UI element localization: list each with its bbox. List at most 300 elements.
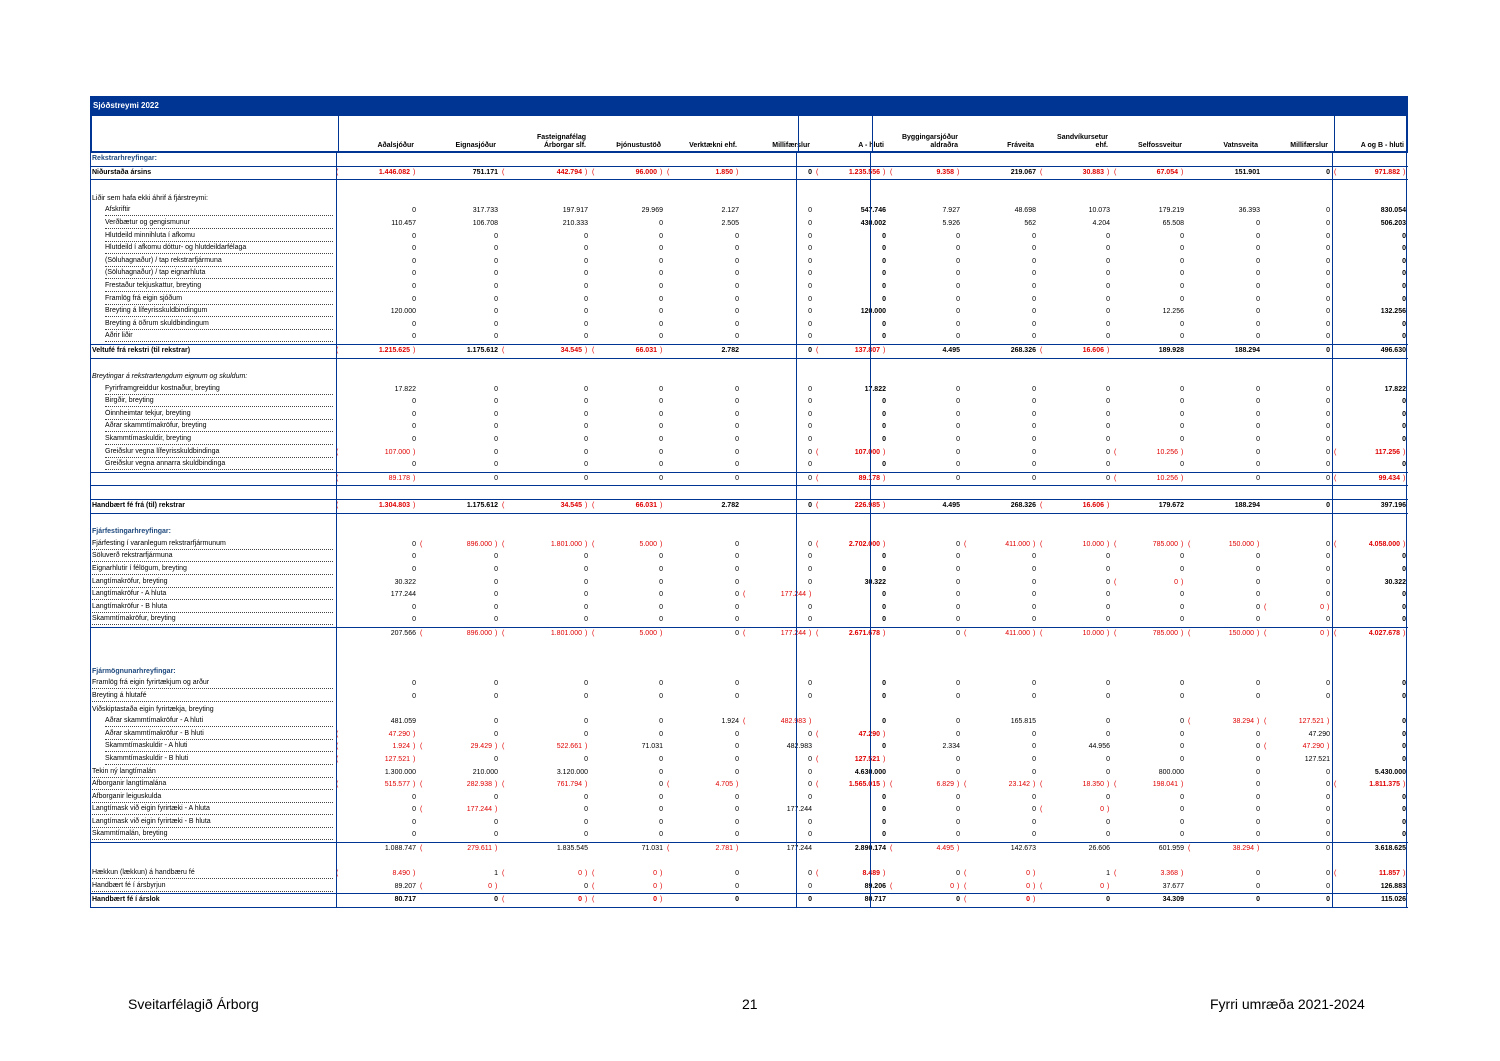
table-cell: 17.822 <box>394 385 416 393</box>
table-cell: 0 <box>584 282 588 290</box>
table-row <box>90 218 1408 231</box>
table-cell: 0 <box>659 295 663 303</box>
table-cell: 0 <box>735 743 739 751</box>
negative-close-paren: ) <box>957 168 960 176</box>
table-cell: 0 <box>1402 818 1406 826</box>
negative-open-paren: ( <box>1114 781 1117 789</box>
table-cell: 0 <box>956 385 960 393</box>
table-cell: 430.002 <box>860 219 886 227</box>
table-cell: 0 <box>882 591 886 599</box>
table-cell: 0 <box>412 553 416 561</box>
table-cell: 0 <box>1326 308 1330 316</box>
table-cell: 0 <box>808 603 812 611</box>
table-cell: 0 <box>1402 566 1406 573</box>
table-cell: 0 <box>1326 448 1330 456</box>
negative-open-paren: ( <box>890 168 893 176</box>
table-body <box>90 153 1408 908</box>
table-cell: 12.256 <box>1162 308 1184 316</box>
negative-close-paren: ) <box>1033 896 1036 904</box>
row-label: Aðrar skammtímakröfur, breyting <box>105 421 333 432</box>
table-frame <box>90 153 91 908</box>
table-cell: 0 <box>1106 385 1110 393</box>
negative-open-paren: ( <box>592 870 595 878</box>
row-label: Verðbætur og gengismunur <box>105 218 333 229</box>
table-cell: 99.434 <box>1378 474 1400 482</box>
table-cell: 0 <box>1106 793 1110 801</box>
table-cell: 0 <box>1106 768 1110 776</box>
table-cell: 10.000 <box>1082 629 1104 637</box>
table-cell: 0 <box>1032 245 1036 253</box>
negative-close-paren: ) <box>736 168 739 176</box>
table-cell: 0 <box>956 461 960 469</box>
table-cell: 0 <box>1326 398 1330 406</box>
table-cell: 67.054 <box>1156 168 1178 176</box>
table-cell: 17.822 <box>864 385 886 393</box>
table-cell: 165.815 <box>1010 718 1036 726</box>
table-cell: 30.322 <box>864 578 886 586</box>
table-row <box>90 180 1408 193</box>
table-cell: 0 <box>1032 793 1036 801</box>
table-cell: 0 <box>735 882 739 890</box>
table-cell: 0 <box>1326 502 1330 510</box>
table-cell: 0 <box>956 793 960 801</box>
table-cell: 0 <box>1326 692 1330 700</box>
negative-open-paren: ( <box>667 845 670 853</box>
table-cell: 0 <box>584 603 588 611</box>
table-cell: 0 <box>1402 398 1406 406</box>
table-cell: 0 <box>494 474 498 482</box>
column-header-13 <box>1290 142 1328 150</box>
table-row <box>90 691 1408 704</box>
table-cell: 4.204 <box>1092 219 1110 227</box>
table-cell: 0 <box>735 333 739 341</box>
table-cell: 30.322 <box>394 578 416 586</box>
table-cell: 0 <box>808 257 812 265</box>
table-cell: 107.000 <box>384 448 410 456</box>
table-row <box>90 614 1408 627</box>
row-label: Aðrar skammtímakröfur - B hluti <box>105 729 333 740</box>
row-label: Afborganir leiguskulda <box>92 792 333 803</box>
table-cell: 0 <box>882 461 886 469</box>
table-row <box>90 704 1408 717</box>
table-row <box>90 268 1408 281</box>
table-cell: 0 <box>1180 743 1184 751</box>
column-header-14 <box>1361 142 1404 150</box>
negative-open-paren: ( <box>667 168 670 176</box>
table-cell: 0 <box>1256 461 1260 469</box>
table-cell: 4.027.678 <box>1368 629 1400 637</box>
table-cell: 0 <box>1256 768 1260 776</box>
negative-close-paren: ) <box>495 743 498 751</box>
negative-close-paren: ) <box>585 629 588 637</box>
table-cell: 0 <box>412 423 416 431</box>
table-cell: 0 <box>494 257 498 265</box>
table-cell: 0 <box>1180 385 1184 393</box>
table-cell: 0 <box>494 553 498 561</box>
table-cell: 207.566 <box>390 629 416 637</box>
negative-open-paren: ( <box>592 502 595 510</box>
table-cell: 2.782 <box>721 502 739 510</box>
negative-open-paren: ( <box>336 781 339 789</box>
table-cell: 0 <box>659 578 663 586</box>
table-cell: 0 <box>735 448 739 456</box>
table-cell: 0 <box>735 831 739 839</box>
table-cell: 5.926 <box>942 219 960 227</box>
table-cell: 0 <box>735 423 739 431</box>
table-cell: 0 <box>808 768 812 776</box>
table-cell: 38.294 <box>1232 845 1254 853</box>
table-cell: 0 <box>584 295 588 303</box>
table-cell: 0 <box>1326 768 1330 776</box>
table-cell: 0 <box>882 436 886 444</box>
table-cell: 66.031 <box>635 346 657 354</box>
negative-open-paren: ( <box>336 448 339 456</box>
table-cell: 0 <box>1180 320 1184 328</box>
table-cell: 0 <box>1326 553 1330 561</box>
negative-close-paren: ) <box>495 629 498 637</box>
table-cell: 0 <box>412 333 416 341</box>
negative-open-paren: ( <box>1334 474 1337 482</box>
table-cell: 0 <box>494 692 498 700</box>
negative-close-paren: ) <box>1107 502 1110 510</box>
table-cell: 0 <box>1106 295 1110 303</box>
table-row <box>90 729 1408 742</box>
negative-close-paren: ) <box>1257 845 1260 853</box>
table-cell: 0 <box>412 692 416 700</box>
table-cell: 0 <box>412 436 416 444</box>
row-label: Skammtímakröfur, breyting <box>92 614 333 625</box>
table-cell: 1.446.082 <box>378 168 410 176</box>
negative-open-paren: ( <box>1114 578 1117 586</box>
negative-open-paren: ( <box>336 730 339 738</box>
negative-close-paren: ) <box>1327 718 1330 726</box>
table-cell: 0 <box>956 591 960 599</box>
table-cell: 0 <box>735 553 739 561</box>
table-cell: 0 <box>1326 591 1330 599</box>
negative-open-paren: ( <box>502 781 505 789</box>
table-cell: 0 <box>1032 818 1036 826</box>
negative-close-paren: ) <box>1107 346 1110 354</box>
table-cell: 0 <box>1402 245 1406 253</box>
negative-close-paren: ) <box>413 168 416 176</box>
table-cell: 0 <box>412 831 416 839</box>
table-cell: 120.000 <box>860 308 886 316</box>
table-cell: 0 <box>735 616 739 624</box>
table-cell: 4.705 <box>715 781 733 789</box>
negative-open-paren: ( <box>336 870 339 878</box>
table-cell: 0 <box>1402 410 1406 418</box>
table-cell: 0 <box>1402 591 1406 599</box>
table-cell: 0 <box>584 270 588 278</box>
table-cell: 0 <box>494 566 498 573</box>
table-cell: 0 <box>659 257 663 265</box>
table-cell: 0 <box>659 718 663 726</box>
negative-close-paren: ) <box>585 168 588 176</box>
table-cell: 0 <box>1256 410 1260 418</box>
table-cell: 0 <box>494 896 498 904</box>
negative-close-paren: ) <box>660 540 663 548</box>
row-label: Skammtímaskuldir - B hluti <box>105 754 333 765</box>
table-cell: 0 <box>735 385 739 393</box>
column-divider <box>872 116 873 153</box>
column-header-line: A og B - hluti <box>1360 142 1404 149</box>
table-cell: 0 <box>584 882 588 890</box>
negative-open-paren: ( <box>336 168 339 176</box>
table-cell: 0 <box>1402 793 1406 801</box>
table-cell: 0 <box>659 282 663 290</box>
table-cell: 0 <box>659 818 663 826</box>
negative-open-paren: ( <box>420 629 423 637</box>
negative-close-paren: ) <box>883 168 886 176</box>
table-cell: 34.545 <box>560 502 582 510</box>
table-cell: 0 <box>735 768 739 776</box>
table-cell: 0 <box>1256 591 1260 599</box>
table-cell: 0 <box>808 436 812 444</box>
table-cell: 0 <box>735 461 739 469</box>
table-cell: 0 <box>808 308 812 316</box>
table-cell: 0 <box>1032 461 1036 469</box>
table-row <box>90 804 1408 817</box>
table-cell: 785.000 <box>1152 540 1178 548</box>
table-cell: 0 <box>412 245 416 253</box>
table-cell: 0 <box>1106 831 1110 839</box>
table-cell: 0 <box>956 333 960 341</box>
table-cell: 0 <box>956 680 960 688</box>
negative-open-paren: ( <box>816 474 819 482</box>
table-cell: 0 <box>1402 680 1406 688</box>
column-header-line: Byggingarsjóður <box>901 134 958 141</box>
table-cell: 0 <box>1180 270 1184 278</box>
table-row <box>90 434 1408 447</box>
table-cell: 198.041 <box>1152 781 1178 789</box>
negative-close-paren: ) <box>1403 168 1406 176</box>
negative-close-paren: ) <box>1181 870 1184 878</box>
table-row <box>90 817 1408 830</box>
table-cell: 0 <box>1032 385 1036 393</box>
table-cell: 0 <box>956 295 960 303</box>
table-cell: 0 <box>1174 578 1178 586</box>
footer-organization: Sveitarfélagið Árborg <box>128 996 259 1012</box>
table-cell: 0 <box>1256 730 1260 738</box>
table-cell: 0 <box>1032 603 1036 611</box>
table-cell: 9.358 <box>936 168 954 176</box>
table-row <box>90 243 1408 256</box>
table-cell: 0 <box>956 398 960 406</box>
table-cell: 0 <box>659 591 663 599</box>
table-cell: 188.294 <box>1234 502 1260 510</box>
table-cell: 142.673 <box>1010 845 1036 853</box>
negative-close-paren: ) <box>660 168 663 176</box>
table-cell: 0 <box>735 295 739 303</box>
negative-open-paren: ( <box>592 896 595 904</box>
table-cell: 0 <box>412 257 416 265</box>
table-cell: 0 <box>1106 436 1110 444</box>
negative-close-paren: ) <box>883 730 886 738</box>
table-cell: 0 <box>1320 629 1324 637</box>
table-cell: 0 <box>1106 591 1110 599</box>
table-cell: 0 <box>1256 219 1260 227</box>
negative-open-paren: ( <box>816 755 819 763</box>
negative-open-paren: ( <box>420 845 423 853</box>
table-cell: 0 <box>584 333 588 341</box>
table-cell: 0 <box>1026 882 1030 890</box>
table-cell: 0 <box>494 282 498 290</box>
table-cell: 127.521 <box>1304 755 1330 763</box>
negative-open-paren: ( <box>1114 870 1117 878</box>
table-cell: 0 <box>808 831 812 839</box>
row-label: Skammtímalán, breyting <box>92 829 333 840</box>
row-label: Afskriftir <box>105 205 333 216</box>
table-cell: 0 <box>494 461 498 469</box>
negative-open-paren: ( <box>420 882 423 890</box>
table-cell: 0 <box>1106 282 1110 290</box>
negative-open-paren: ( <box>1040 629 1043 637</box>
negative-open-paren: ( <box>964 870 967 878</box>
negative-open-paren: ( <box>1334 448 1337 456</box>
table-cell: 11.857 <box>1378 870 1400 878</box>
negative-open-paren: ( <box>502 743 505 751</box>
table-cell: 0 <box>1256 232 1260 240</box>
table-cell: 0 <box>1256 566 1260 573</box>
table-row <box>90 319 1408 332</box>
table-cell: 496.630 <box>1380 346 1406 354</box>
table-cell: 219.067 <box>1010 168 1036 176</box>
table-cell: 0 <box>584 755 588 763</box>
table-cell: 0 <box>735 282 739 290</box>
table-cell: 0 <box>956 410 960 418</box>
table-cell: 0 <box>584 680 588 688</box>
table-cell: 0 <box>735 232 739 240</box>
row-label: Breyting á öðrum skuldbindingum <box>105 319 333 330</box>
table-cell: 0 <box>659 270 663 278</box>
table-row <box>90 754 1408 767</box>
table-cell: 0 <box>882 806 886 814</box>
table-cell: 0 <box>808 474 812 482</box>
table-cell: 0 <box>1326 410 1330 418</box>
page-number: 21 <box>742 996 758 1012</box>
table-cell: 3.120.000 <box>556 768 588 776</box>
column-header-9 <box>1007 142 1034 150</box>
table-row <box>90 716 1408 729</box>
table-cell: 0 <box>1032 295 1036 303</box>
negative-open-paren: ( <box>1114 474 1117 482</box>
table-cell: 0 <box>1402 743 1406 751</box>
column-divider <box>870 153 871 908</box>
table-cell: 10.073 <box>1088 207 1110 215</box>
table-cell: 0 <box>494 718 498 726</box>
table-cell: 0 <box>1026 870 1030 878</box>
table-cell: 0 <box>1032 831 1036 839</box>
table-cell: 0 <box>1256 423 1260 431</box>
negative-open-paren: ( <box>1040 882 1043 890</box>
table-cell: 0 <box>1402 692 1406 700</box>
table-row <box>90 767 1408 780</box>
negative-close-paren: ) <box>1327 603 1330 611</box>
table-cell: 0 <box>808 448 812 456</box>
table-cell: 0 <box>882 603 886 611</box>
table-cell: 0 <box>494 295 498 303</box>
table-cell: 1.565.015 <box>848 781 880 789</box>
table-cell: 5.430.000 <box>1374 768 1406 776</box>
negative-open-paren: ( <box>592 882 595 890</box>
table-cell: 0 <box>659 333 663 341</box>
column-header-3 <box>537 134 586 150</box>
table-row <box>90 514 1408 527</box>
table-cell: 0 <box>1326 806 1330 814</box>
table-cell: 0 <box>1106 730 1110 738</box>
table-cell: 0 <box>735 578 739 586</box>
table-cell: 0 <box>1180 680 1184 688</box>
table-cell: 0 <box>1402 616 1406 624</box>
negative-close-paren: ) <box>1107 781 1110 789</box>
table-cell: 71.031 <box>641 845 663 853</box>
negative-close-paren: ) <box>413 474 416 482</box>
table-cell: 0 <box>1256 603 1260 611</box>
column-header-line: Fasteignafélag <box>536 134 586 141</box>
table-cell: 0 <box>1326 818 1330 826</box>
table-cell: 0 <box>584 818 588 826</box>
table-cell: 0 <box>1256 398 1260 406</box>
table-cell: 0 <box>1402 333 1406 341</box>
table-cell: 0 <box>1106 566 1110 573</box>
table-cell: 0 <box>1106 320 1110 328</box>
table-cell: 0 <box>1256 448 1260 456</box>
table-row <box>90 666 1408 679</box>
table-cell: 8.490 <box>392 870 410 878</box>
negative-close-paren: ) <box>413 346 416 354</box>
negative-close-paren: ) <box>1107 540 1110 548</box>
table-cell: 0 <box>882 616 886 624</box>
negative-open-paren: ( <box>1334 781 1337 789</box>
table-cell: 1.235.556 <box>848 168 880 176</box>
table-cell: 0 <box>1326 461 1330 469</box>
negative-close-paren: ) <box>1181 540 1184 548</box>
table-cell: 1.801.000 <box>550 629 582 637</box>
table-cell: 0 <box>1032 806 1036 814</box>
negative-open-paren: ( <box>743 591 746 599</box>
table-cell: 522.661 <box>556 743 582 751</box>
negative-open-paren: ( <box>336 755 339 763</box>
table-cell: 0 <box>1256 474 1260 482</box>
table-cell: 0 <box>1326 219 1330 227</box>
table-cell: 0 <box>1326 320 1330 328</box>
table-cell: 0 <box>412 410 416 418</box>
column-header-2 <box>456 142 496 150</box>
table-cell: 0 <box>808 553 812 561</box>
negative-open-paren: ( <box>1188 629 1191 637</box>
table-cell: 0 <box>584 718 588 726</box>
negative-close-paren: ) <box>809 591 812 599</box>
table-cell: 0 <box>808 398 812 406</box>
negative-close-paren: ) <box>585 743 588 751</box>
table-cell: 3.618.625 <box>1374 845 1406 853</box>
table-cell: 29.429 <box>470 743 492 751</box>
table-cell: 0 <box>1180 282 1184 290</box>
table-cell: 0 <box>1402 553 1406 561</box>
table-cell: 0 <box>882 398 886 406</box>
negative-open-paren: ( <box>1114 629 1117 637</box>
table-cell: 23.142 <box>1008 781 1030 789</box>
row-label: Langtímakröfur - B hluta <box>92 602 333 613</box>
negative-close-paren: ) <box>1033 629 1036 637</box>
table-cell: 177.244 <box>466 806 492 814</box>
table-cell: 71.031 <box>641 743 663 751</box>
negative-open-paren: ( <box>502 629 505 637</box>
table-cell: 1.835.545 <box>556 845 588 853</box>
table-cell: 177.244 <box>390 591 416 599</box>
table-cell: 0 <box>412 603 416 611</box>
column-divider <box>798 116 799 153</box>
